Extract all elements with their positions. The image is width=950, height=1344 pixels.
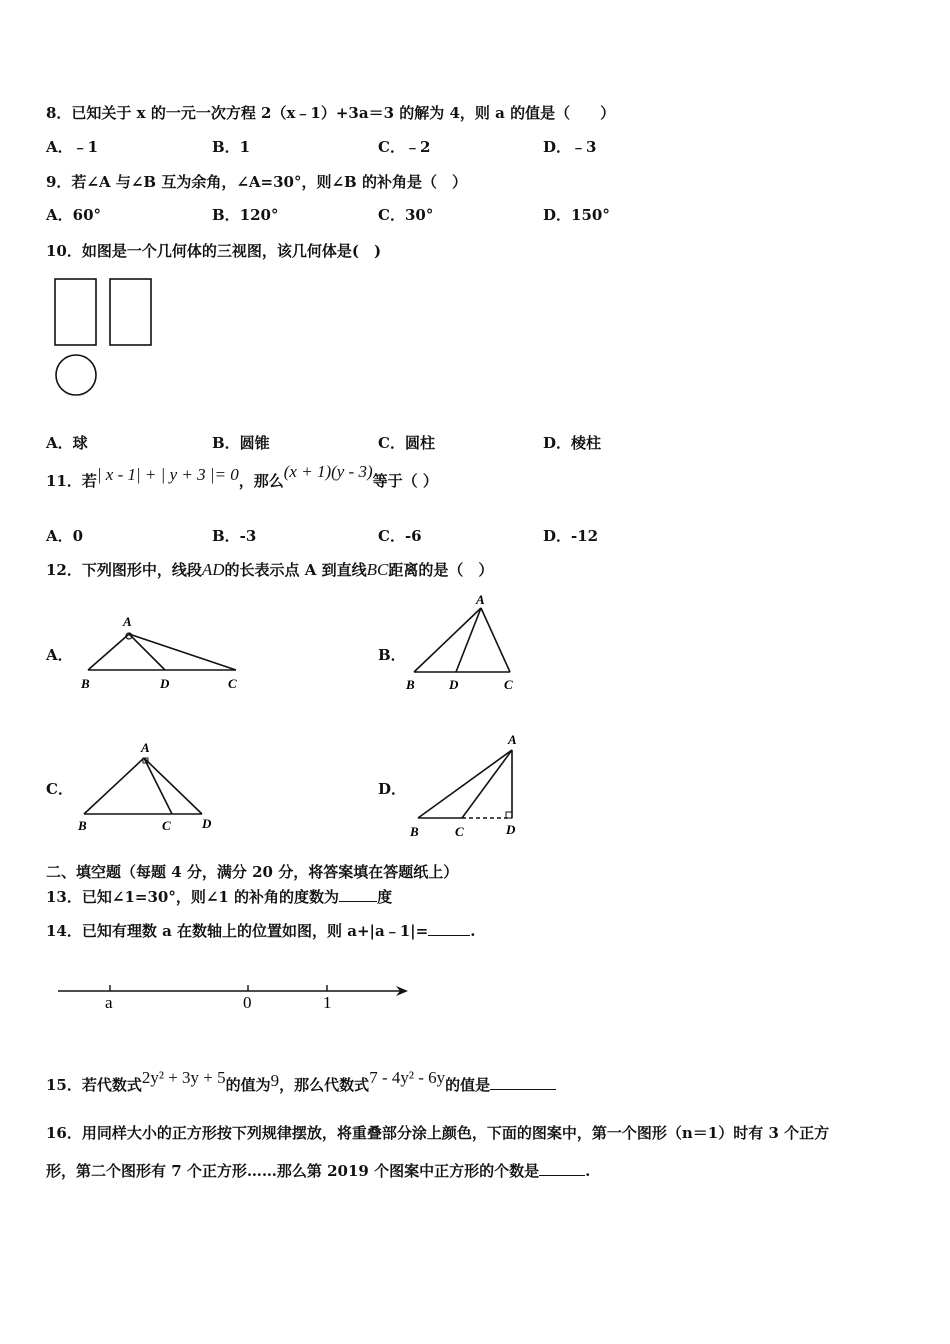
q13-before: 13．已知∠1=30°，则∠1 的补角的度数为 <box>46 888 340 906</box>
q9-option-a: A．60° <box>46 206 102 224</box>
number-line <box>56 978 416 1018</box>
q8-option-b: B．1 <box>212 138 251 156</box>
q9-option-c: C．30° <box>378 206 434 224</box>
q13-after: 度 <box>377 888 393 906</box>
top-view-circle <box>56 355 96 395</box>
fig-c-label-a: A <box>141 740 150 755</box>
q11-option-d: D．-12 <box>543 527 599 545</box>
fig-a-label-c: C <box>228 676 237 691</box>
q15-expr1: 2y² + 3y + 5 <box>141 1068 226 1087</box>
q14-after: . <box>470 922 476 940</box>
q15-after: 的值是 <box>445 1076 491 1094</box>
q11-option-b: B．-3 <box>212 527 257 545</box>
q11-expression: (x + 1)(y - 3) <box>283 462 373 481</box>
fig-d-label-c: C <box>455 824 464 839</box>
q12-figure-b <box>402 590 527 694</box>
front-view-rect <box>55 279 96 345</box>
q11-option-c: C．-6 <box>378 527 422 545</box>
q15-before: 15．若代数式 <box>46 1076 142 1094</box>
q16-answer-blank[interactable] <box>539 1161 585 1176</box>
q15-value: 9 <box>270 1071 280 1090</box>
q12-stem <box>46 559 493 580</box>
q15-answer-blank[interactable] <box>490 1075 556 1090</box>
q14-answer-blank[interactable] <box>428 921 470 936</box>
q16-line2-after: . <box>585 1162 591 1180</box>
q12-figure-a <box>76 612 246 692</box>
q15-mid2: ，那么代数式 <box>279 1076 370 1094</box>
q16-line-2 <box>46 1160 590 1181</box>
axis-label-1: 1 <box>323 993 332 1012</box>
q10-option-a: A．球 <box>46 434 88 452</box>
q10-option-d: D．棱柱 <box>543 434 602 452</box>
q13-answer-blank[interactable] <box>339 887 377 902</box>
q12-option-d-label: D． <box>378 780 407 798</box>
side-view-rect <box>110 279 151 345</box>
q12-stem-before: 12．下列图形中，线段 <box>46 561 202 579</box>
q12-option-b-label: B． <box>378 646 406 664</box>
axis-label-0: 0 <box>243 993 252 1012</box>
q8-option-a: A．﹣1 <box>46 138 99 156</box>
q15-expr2: 7 - 4y² - 6y <box>369 1068 446 1087</box>
q11-prefix: 11．若 <box>46 472 97 490</box>
q12-stem-after: 距离的是（ ） <box>388 561 494 579</box>
q15-stem <box>46 1068 556 1095</box>
q11-middle: ，那么 <box>238 472 284 490</box>
q16-line-1: 16．用同样大小的正方形按下列规律摆放，将重叠部分涂上颜色，下面的图案中，第一个图形（n＝1）时有 3 个正方 <box>46 1124 830 1142</box>
q8-stem: 8．已知关于 x 的一元一次方程 2（x﹣1）+3a＝3 的解为 4，则 a 的值是（ ） <box>46 104 616 122</box>
fig-d-label-b: B <box>410 824 419 839</box>
fig-d-label-a: A <box>508 732 517 747</box>
fig-c-label-c: C <box>162 818 171 833</box>
q12-segment: AD <box>201 560 225 579</box>
q14-before: 14．已知有理数 a 在数轴上的位置如图，则 a+|a﹣1|= <box>46 922 429 940</box>
q12-figure-c <box>74 738 224 834</box>
q15-mid1: 的值为 <box>225 1076 271 1094</box>
fig-b-label-b: B <box>406 677 415 692</box>
q8-option-c: C．﹣2 <box>378 138 431 156</box>
fig-a-label-d: D <box>160 676 170 691</box>
fig-b-label-a: A <box>476 592 485 607</box>
q16-line2-before: 形，第二个图形有 7 个正方形……那么第 2019 个图案中正方形的个数是 <box>46 1162 540 1180</box>
q11-suffix: 等于（ ） <box>372 472 438 490</box>
q10-stem: 10．如图是一个几何体的三视图，该几何体是( ) <box>46 242 382 260</box>
q9-option-d: D．150° <box>543 206 610 224</box>
q10-option-c: C．圆柱 <box>378 434 435 452</box>
q9-option-b: B．120° <box>212 206 279 224</box>
fig-d-label-d: D <box>506 822 516 837</box>
q11-stem <box>46 462 438 491</box>
fig-c-label-b: B <box>78 818 87 833</box>
three-views-figure <box>50 274 160 404</box>
fig-c-label-d: D <box>202 816 212 831</box>
axis-label-a: a <box>105 993 113 1012</box>
q11-condition: | x - 1| + | y + 3 |= 0 <box>96 465 239 484</box>
q12-line: BC <box>366 560 389 579</box>
fig-b-label-d: D <box>449 677 459 692</box>
q8-option-d: D．﹣3 <box>543 138 597 156</box>
fig-a-label-b: B <box>81 676 90 691</box>
q12-figure-d <box>404 730 534 840</box>
q12-option-a-label: A． <box>46 646 73 664</box>
q13-stem <box>46 886 392 907</box>
q14-stem <box>46 920 475 941</box>
section-2-heading: 二、填空题（每题 4 分，满分 20 分，将答案填在答题纸上） <box>46 863 459 881</box>
fig-a-label-a: A <box>123 614 132 629</box>
q11-option-a: A．0 <box>46 527 84 545</box>
fig-b-label-c: C <box>504 677 513 692</box>
q9-stem: 9．若∠A 与∠B 互为余角，∠A=30°，则∠B 的补角是（ ） <box>46 173 467 191</box>
q12-option-c-label: C． <box>46 780 73 798</box>
q10-option-b: B．圆锥 <box>212 434 270 452</box>
q12-stem-mid: 的长表示点 A 到直线 <box>224 561 367 579</box>
